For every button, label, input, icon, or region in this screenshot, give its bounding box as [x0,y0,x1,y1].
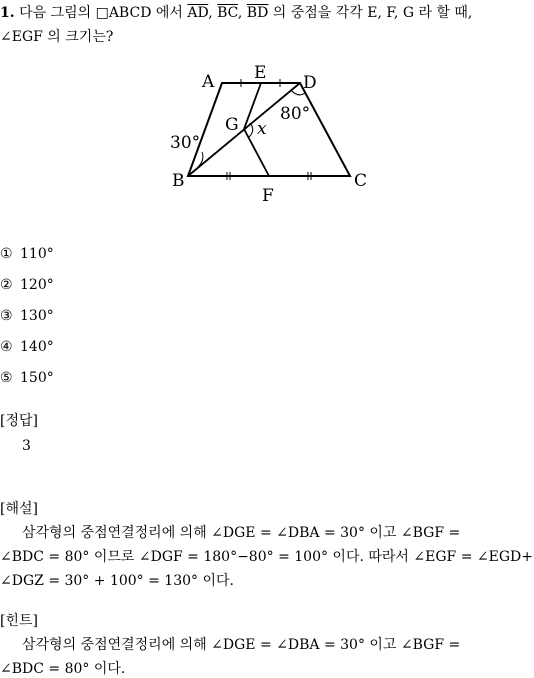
label-angle-d: 80° [280,104,311,124]
label-angle-b: 30° [170,133,201,153]
choice-2-value: 120° [20,277,54,293]
choice-4-mark: ④ [0,339,13,355]
label-x: x [257,119,267,139]
question-number: 1. [0,5,15,21]
choice-3-value: 130° [20,308,54,324]
label-b: B [172,171,185,191]
label-a: A [202,72,215,92]
question-text-a: 다음 그림의 □ABCD 에서 [19,5,183,21]
label-f: F [262,186,274,206]
question-text-b: 의 중점을 각각 E, F, G 라 할 때, [272,5,473,21]
trapezoid-figure [150,58,390,208]
choice-2[interactable] [0,277,54,293]
choice-5-value: 150° [20,370,54,386]
trapezoid-abcd [188,83,350,176]
choice-4-value: 140° [20,339,54,355]
segment-bd: $\overline{BD}$ [246,5,269,21]
answer-value: 3 [22,438,31,454]
choice-4[interactable] [0,339,54,355]
choice-1[interactable] [0,246,54,262]
label-e: E [254,63,267,83]
label-c: C [354,171,368,191]
explanation-header: [해설] [0,501,38,517]
choice-3-mark: ③ [0,308,13,324]
hint-line-2: ∠BDC = 80° 이다. [0,661,126,677]
choice-1-value: 110° [20,246,54,262]
choice-5[interactable] [0,370,54,386]
answer-header: [정답] [0,413,38,429]
choice-5-mark: ⑤ [0,370,13,386]
explanation-line-3: ∠DGZ = 30° + 100° = 130° 이다. [0,573,234,589]
label-g: G [225,115,239,135]
segment-bc: $\overline{BC}$ [217,5,238,21]
hint-line-1: 삼각형의 중점연결정리에 의해 ∠DGE = ∠DBA = 30° 이고 ∠BGF = [22,637,461,653]
explanation-line-1: 삼각형의 중점연결정리에 의해 ∠DGE = ∠DBA = 30° 이고 ∠BGF = [22,525,461,541]
question-line-1: 1. 다음 그림의 □ABCD 에서 $\overline{AD}$, $\overline{BC}$, $\overline{BD}$ 의 중점을 각각 E, F, G 라 할 때, [0,5,473,21]
segment-ad: $\overline{AD}$ [187,5,209,21]
explanation-line-2: ∠BDC = 80° 이므로 ∠DGF = 180°−80° = 100° 이다. 따라서 ∠EGF = ∠EGD+ [0,549,533,565]
question-line-2: ∠EGF 의 크기는? [0,29,114,45]
choice-1-mark: ① [0,246,13,262]
choice-2-mark: ② [0,277,13,293]
hint-header: [힌트] [0,613,38,629]
choice-3[interactable] [0,308,54,324]
label-d: D [303,73,317,93]
